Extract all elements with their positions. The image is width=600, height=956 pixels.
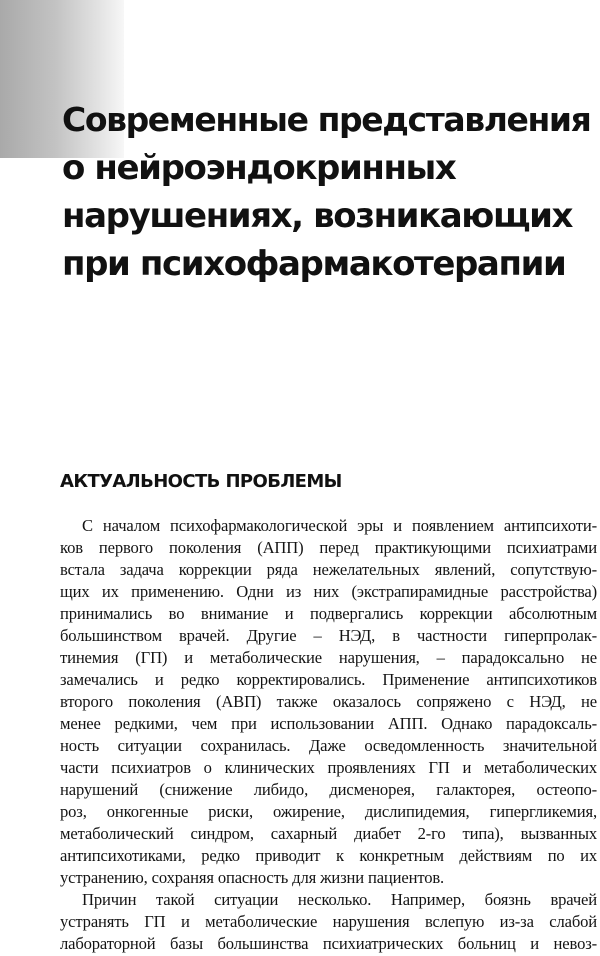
chapter-title (62, 96, 592, 288)
text-line: принимались во внимание и подвергались коррекции абсолютным (60, 604, 597, 623)
text-line: менее редкими, чем при использовании АПП. Однако парадоксаль- (60, 714, 597, 733)
paragraph-2 (60, 889, 597, 955)
text-line: роз, онкогенные риски, ожирение, дислипидемия, гипергликемия, (60, 802, 597, 821)
text-line: ность ситуации сохранилась. Даже осведомленность значительной (60, 736, 597, 755)
body-text (60, 515, 597, 955)
chapter-title-line: Современные представления (62, 100, 591, 139)
text-line: ков первого поколения (АПП) перед практикующими психиатрами (60, 538, 597, 557)
chapter-title-line: о нейроэндокринных (62, 148, 456, 188)
chapter-title-line: при психофармакотерапии (62, 244, 566, 284)
text-line: части психиатров о клинических проявлениях ГП и метаболических (60, 758, 597, 777)
chapter-title-line: нарушениях, возникающих (62, 196, 573, 236)
section-heading: АКТУАЛЬНОСТЬ ПРОБЛЕМЫ (60, 471, 342, 492)
text-line: встала задача коррекции ряда нежелательных явлений, сопутствую- (60, 560, 597, 579)
text-line: тинемия (ГП) и метаболические нарушения, – парадоксально не (60, 648, 597, 667)
text-line: Причин такой ситуации несколько. Например, боязнь врачей (82, 890, 597, 909)
text-line: устранению, сохраняя опасность для жизни пациентов. (60, 868, 445, 887)
text-line: второго поколения (АВП) также оказалось сопряжено с НЭД, не (60, 692, 597, 711)
text-line: антипсихотиками, редко приводит к конкретным действиям по их (60, 846, 597, 865)
text-line: замечались и редко корректировались. Применение антипсихотиков (60, 670, 597, 689)
text-line: устранять ГП и метаболические нарушения вслепую из-за слабой (60, 912, 597, 931)
text-line: С началом психофармакологической эры и появлением антипсихоти- (82, 516, 597, 535)
text-line: метаболический синдром, сахарный диабет 2-го типа), вызванных (60, 824, 597, 843)
text-line: щих их применению. Одни из них (экстрапирамидные расстройства) (60, 582, 597, 601)
text-line: большинством врачей. Другие – НЭД, в частности гиперпролак- (60, 626, 597, 645)
text-line: нарушений (снижение либидо, дисменорея, галакторея, остеопо- (60, 780, 597, 799)
text-line: лабораторной базы большинства психиатрических больниц и невоз- (60, 934, 597, 953)
paragraph-1 (60, 515, 597, 889)
